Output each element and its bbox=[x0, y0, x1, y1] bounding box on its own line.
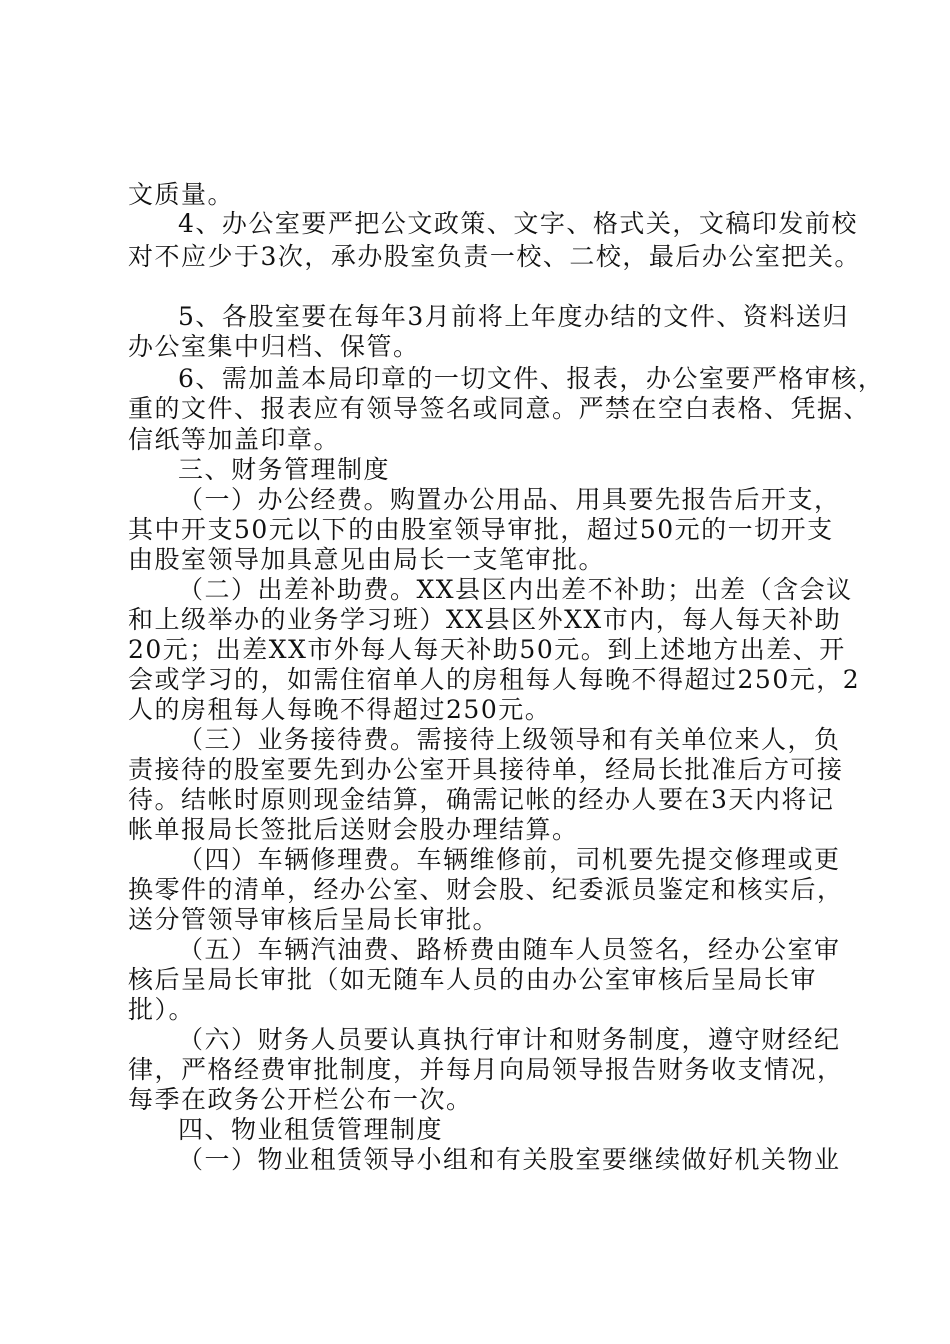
text-line: 责接待的股室要先到办公室开具接待单，经局长批准后方可接 bbox=[128, 755, 844, 784]
text-line: 和上级举办的业务学习班）XX县区外XX市内，每人每天补助 bbox=[128, 605, 842, 634]
text-line: （四）车辆修理费。车辆维修前，司机要先提交修理或更 bbox=[178, 845, 841, 874]
text-line: 批）。 bbox=[128, 995, 196, 1024]
text-line: 信纸等加盖印章。 bbox=[128, 425, 341, 454]
text-line: （六）财务人员要认真执行审计和财务制度，遵守财经纪 bbox=[178, 1025, 841, 1054]
text-line: 换零件的清单，经办公室、财会股、纪委派员鉴定和核实后， bbox=[128, 875, 844, 904]
section-heading: 三、财务管理制度 bbox=[178, 455, 391, 484]
text-line: 律，严格经费审批制度，并每月向局领导报告财务收支情况， bbox=[128, 1055, 844, 1084]
text-line: 6、需加盖本局印章的一切文件、报表，办公室要严格审核， bbox=[178, 364, 885, 393]
text-line: （五）车辆汽油费、路桥费由随车人员签名，经办公室审 bbox=[178, 935, 841, 964]
text-line: 重的文件、报表应有领导签名或同意。严禁在空白表格、凭据、 bbox=[128, 394, 871, 423]
text-line: （三）业务接待费。需接待上级领导和有关单位来人，负 bbox=[178, 725, 841, 754]
text-line: 4、办公室要严把公文政策、文字、格式关，文稿印发前校 bbox=[178, 209, 858, 238]
text-line: 20元；出差XX市外每人每天补助50元。到上述地方出差、开 bbox=[128, 635, 846, 664]
text-line: 其中开支50元以下的由股室领导审批，超过50元的一切开支 bbox=[128, 515, 834, 544]
text-line: （一）物业租赁领导小组和有关股室要继续做好机关物业 bbox=[178, 1145, 841, 1174]
text-line: （二）出差补助费。XX县区内出差不补助；出差（含会议 bbox=[178, 575, 853, 604]
text-line: 由股室领导加具意见由局长一支笔审批。 bbox=[128, 545, 606, 574]
text-line: 帐单报局长签批后送财会股办理结算。 bbox=[128, 815, 579, 844]
text-line: 文质量。 bbox=[128, 180, 235, 209]
text-line: 对不应少于3次，承办股室负责一校、二校，最后办公室把关。 bbox=[128, 242, 861, 271]
text-line: 核后呈局长审批（如无随车人员的由办公室审核后呈局长审 bbox=[128, 965, 818, 994]
section-heading: 四、物业租赁管理制度 bbox=[178, 1115, 444, 1144]
text-line: 待。结帐时原则现金结算，确需记帐的经办人要在3天内将记 bbox=[128, 785, 835, 814]
text-line: （一）办公经费。购置办公用品、用具要先报告后开支， bbox=[178, 485, 841, 514]
text-line: 5、各股室要在每年3月前将上年度办结的文件、资料送归 bbox=[178, 302, 849, 331]
text-line: 办公室集中归档、保管。 bbox=[128, 332, 420, 361]
text-line: 送分管领导审核后呈局长审批。 bbox=[128, 905, 500, 934]
text-line: 人的房租每人每晚不得超过250元。 bbox=[128, 695, 552, 724]
text-line: 会或学习的，如需住宿单人的房租每人每晚不得超过250元，2 bbox=[128, 665, 861, 694]
text-line: 每季在政务公开栏公布一次。 bbox=[128, 1085, 473, 1114]
